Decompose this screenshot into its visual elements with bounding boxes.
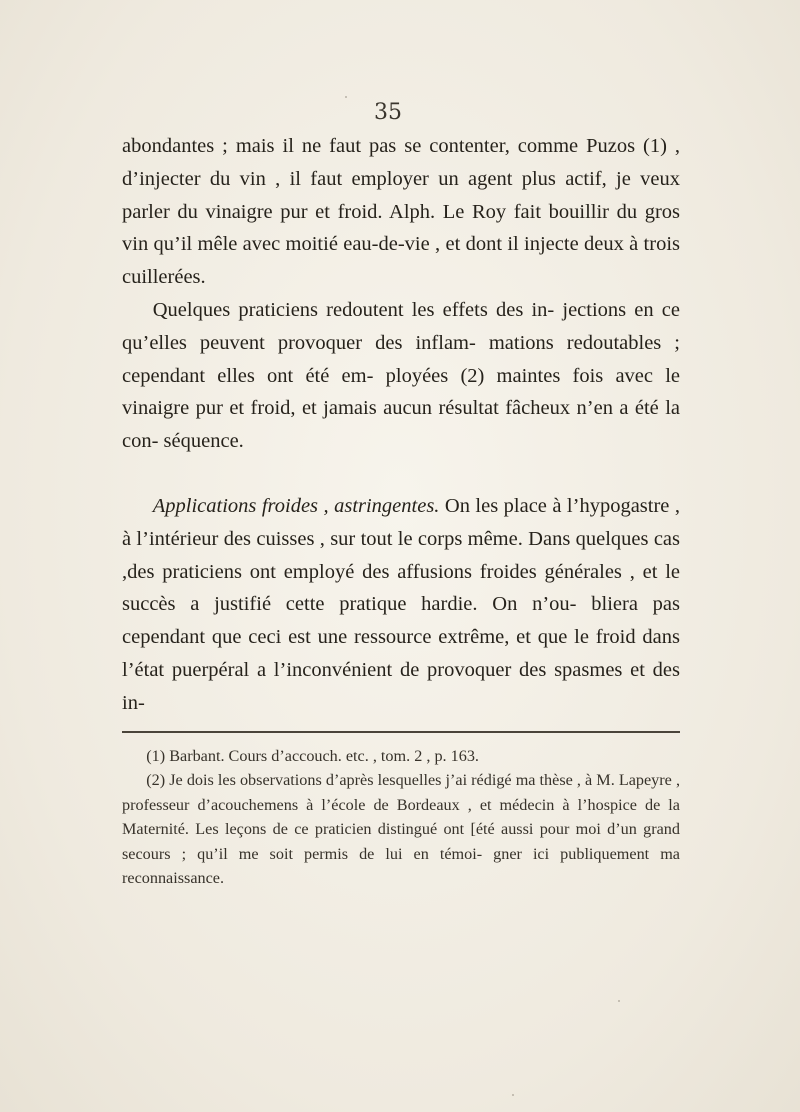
footnote-1: (1) Barbant. Cours d’accouch. etc. , tom. 2 , p. 163. (146, 747, 479, 765)
paper-speck (618, 1000, 620, 1002)
main-text (122, 130, 680, 720)
footnote-2: (2) Je dois les observations d’après lesquelles j’ai rédigé ma thèse , à M. Lapeyre , professeur d’acouchemens à l’école de Bordeaux , et médecin à l’hospice de la Maternité. Les leçons de ce praticien distingué ont [été aussi pour moi d’un grand secours ; qu’il me soit permis de lui en témoi- gner ici publiquement ma reconnaissance. (122, 771, 680, 888)
paragraph-1: abondantes ; mais il ne faut pas se contenter, comme Puzos (1) , d’injecter du vin , il faut employer un agent plus actif, je veux parler du vinaigre pur et froid. Alph. Le Roy fait bouillir du gros vin qu’il mêle avec moitié eau-de-vie , et dont il injecte deux à trois cuillerées. (122, 135, 680, 289)
footnotes (122, 744, 680, 890)
paper-speck (512, 1094, 514, 1096)
page-number: 35 (374, 100, 402, 125)
paragraph-2: Quelques praticiens redoutent les effets des in- jections en ce qu’elles peuvent provoquer des inflam- mations redoutables ; cependant elles ont été em- ployées (2) maintes fois avec le vinaigre pur et froid, et jamais aucun résultat fâcheux n’en a été la con- séquence. (122, 298, 680, 453)
paragraph-3 (122, 490, 680, 720)
section-heading: Applications froides , astringentes. (152, 494, 440, 517)
paper-speck (345, 96, 347, 98)
footnote-divider (122, 731, 680, 733)
paragraph-3-text: On les place à l’hypogastre , à l’intérieur des cuisses , sur tout le corps même. Dans quelques cas ,des praticiens ont employé des affusions froides générales , et le succès a justifié cette pratique hardie. On n’ou- bliera pas cependant que ceci est une ressource extrême, et que le froid dans l’état puerpéral a l’inconvénient de provoquer des spasmes et des in- (122, 494, 680, 714)
